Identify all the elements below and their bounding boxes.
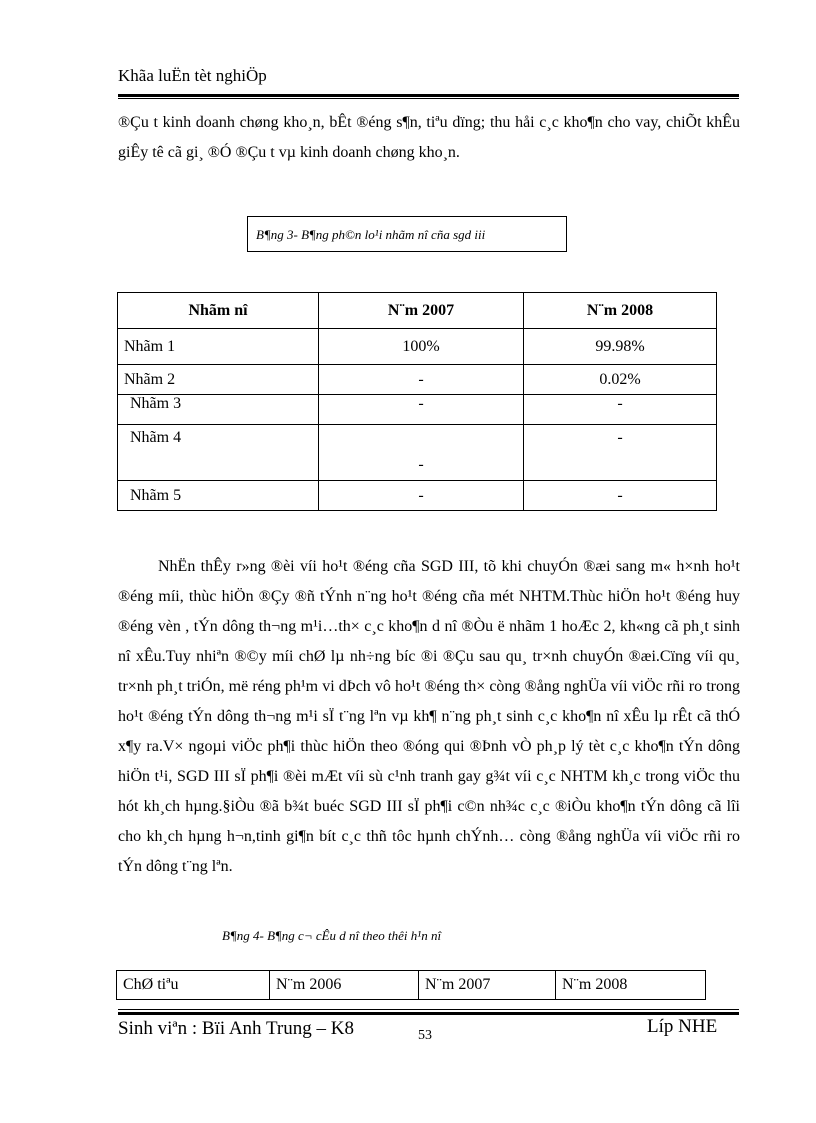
table-cell: - xyxy=(524,481,717,511)
debt-group-table xyxy=(117,292,717,511)
table-row xyxy=(118,395,717,425)
table-row xyxy=(118,425,717,481)
table2-caption: B¶ng 4- B¶ng c¬ cÊu d nî theo thêi h¹n nî xyxy=(222,928,442,943)
footer-rule-thin xyxy=(118,1009,739,1010)
table-cell: - xyxy=(319,481,524,511)
table-cell: 0.02% xyxy=(524,365,717,395)
table-cell: 100% xyxy=(319,329,524,365)
table-cell: - xyxy=(319,365,524,395)
main-paragraph-text: NhËn thÊy r»ng ®èi víi ho¹t ®éng cña SGD III, tõ khi chuyÓn ®æi sang m« h×nh ho¹t ®éng míi, thùc hiÖn ®Çy ®ñ tÝnh n¨ng ho¹t ®éng cña mét NHTM.Thùc hiÖn ho¹t ®éng huy ®éng vèn , tÝn dông th¬ng m¹i…th× c¸c kho¶n d nî ®Òu ë nhãm 1 hoÆc 2, kh«ng cã ph¸t sinh nî xÊu.Tuy nhiªn ®©y míi chØ lµ nh÷ng bíc ®i ®Çu sau qu¸ tr×nh chuyÓn ®æi.Cïng víi qu¸ tr×nh ph¸t triÓn, më réng ph¹m vi dÞch vô ho¹t ®éng th× còng ®ång nghÜa víi viÖc rñi ro trong ho¹t ®éng tÝn dông th¬ng m¹i sÏ t¨ng lªn vµ kh¶ n¨ng ph¸t sinh c¸c kho¶n nî xÊu lµ rÊt cã thÓ x¶y ra.V× ngoµi viÖc ph¶i thùc hiÖn theo ®óng qui ®Þnh vÒ ph¸p lý tèt c¸c kho¶n tÝn dông hiÖn t¹i, SGD III sÏ ph¶i ®èi mÆt víi sù c¹nh tranh gay g¾t víi c¸c NHTM kh¸c trong viÖc thu hót kh¸ch hµng.§iÒu ®ã b¾t buéc SGD III sÏ ph¶i c©n nh¾c c¸c ®iÒu kho¶n tÝn dông cã lîi cho kh¸ch hµng h¬n,tinh gi¶n bít c¸c thñ tôc hµnh chÝnh… còng ®ång nghÜa víi viÖc rñi ro tÝn dông t¨ng lªn. xyxy=(118,558,740,875)
footer-author: Sinh viªn : Bïi Anh Trung – K8 xyxy=(118,1018,354,1039)
header-rule-thin xyxy=(118,98,739,99)
table-cell: - xyxy=(524,425,717,481)
header-cell: N¨m 2008 xyxy=(524,293,717,329)
debt-structure-table xyxy=(116,970,706,1000)
table-cell: - xyxy=(524,395,717,425)
table-cell: Nhãm 3 xyxy=(118,395,319,425)
header-cell: N¨m 2008 xyxy=(556,971,706,1000)
header-rule xyxy=(118,94,739,97)
header-cell: N¨m 2006 xyxy=(270,971,419,1000)
header-cell: N¨m 2007 xyxy=(419,971,556,1000)
header-cell: ChØ tiªu xyxy=(117,971,270,1000)
header-cell: Nhãm nî xyxy=(118,293,319,329)
table-row xyxy=(118,481,717,511)
table-cell: Nhãm 2 xyxy=(118,365,319,395)
table-cell: Nhãm 4 xyxy=(118,425,319,481)
table-header-row xyxy=(118,293,717,329)
table-cell: - xyxy=(319,395,524,425)
main-paragraph xyxy=(118,552,740,882)
footer-rule xyxy=(118,1012,739,1015)
header-title: Khãa luËn tèt nghiÖp xyxy=(118,66,267,85)
table-row xyxy=(118,329,717,365)
table-cell: Nhãm 1 xyxy=(118,329,319,365)
table1-caption: B¶ng 3- B¶ng ph©n lo¹i nhãm nî cña sgd iii xyxy=(247,216,567,252)
table-cell: Nhãm 5 xyxy=(118,481,319,511)
table-header-row xyxy=(117,971,706,1000)
footer-class: Líp NHE xyxy=(647,1016,718,1037)
table-cell: 99.98% xyxy=(524,329,717,365)
intro-paragraph: ®Çu t kinh doanh chøng kho¸n, bÊt ®éng s¶n, tiªu dïng; thu håi c¸c kho¶n cho vay, chiÕt khÊu giÊy tê cã gi¸ ®Ó ®Çu t vµ kinh doanh chøng kho¸n. xyxy=(118,114,740,161)
page-number: 53 xyxy=(418,1028,432,1043)
header-cell: N¨m 2007 xyxy=(319,293,524,329)
table-cell: - xyxy=(319,425,524,481)
table-row xyxy=(118,365,717,395)
